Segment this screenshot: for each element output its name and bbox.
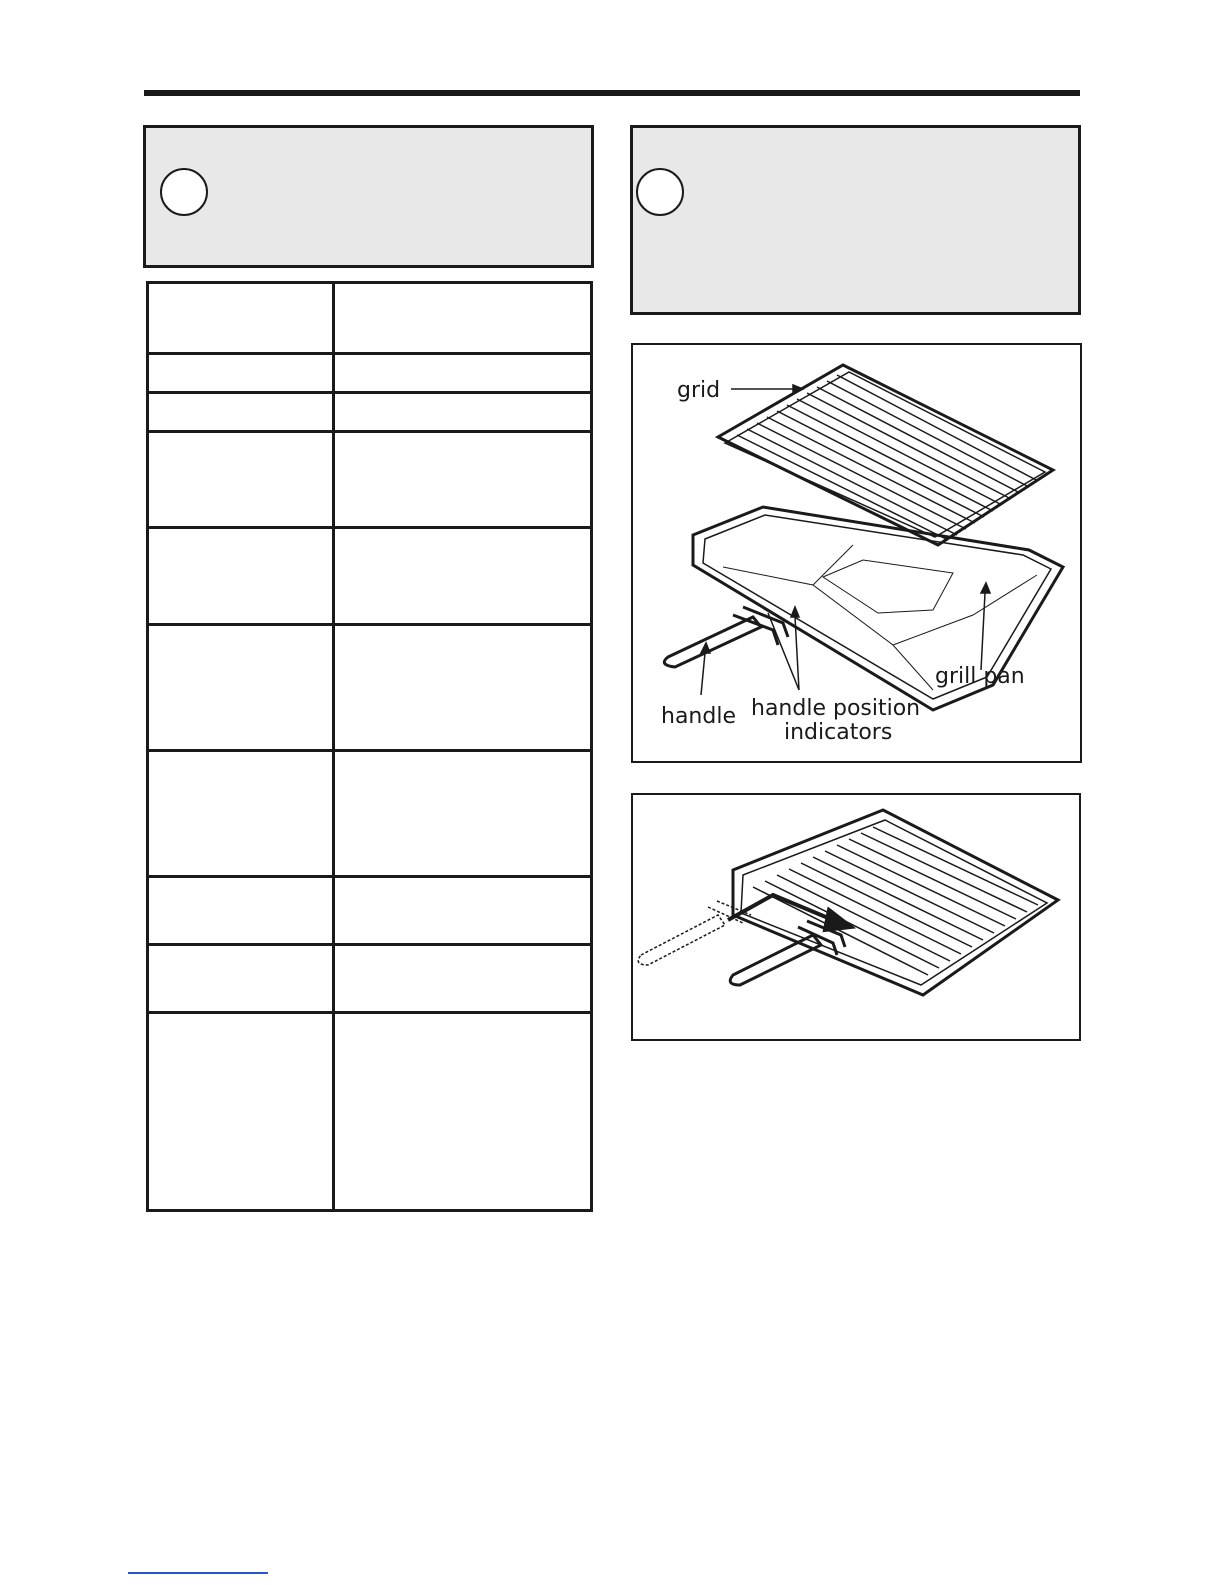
handle-attachment-figure [631,793,1081,1041]
table-column-divider [332,284,335,1209]
table-row-divider [149,875,590,878]
handle-attachment-illustration [633,795,1079,1039]
left-callout-box [143,125,594,268]
handle-position-label-line2: indicators [784,720,893,745]
left-callout-circle-icon [160,168,208,216]
assembled-pan-drawing [733,810,1058,995]
footer-link-underline[interactable] [128,1572,268,1574]
grill-pan-label: grill pan [935,664,1025,689]
table-row-divider [149,749,590,752]
specification-table [146,281,593,1212]
table-row-divider [149,391,590,394]
handle-position-label-line1: handle position [751,696,921,721]
grid-label: grid [677,378,721,403]
table-row-divider [149,352,590,355]
grill-pan-parts-figure [631,343,1082,763]
grid-drawing [718,365,1053,545]
table-row-divider [149,623,590,626]
table-row-divider [149,526,590,529]
table-row-divider [149,943,590,946]
table-row-divider [149,430,590,433]
top-rule [144,90,1080,96]
right-callout-circle-icon [636,168,684,216]
table-row-divider [149,1011,590,1014]
handle-label: handle [661,704,736,729]
grill-pan-parts-illustration [633,345,1080,761]
right-callout-box [630,125,1081,315]
